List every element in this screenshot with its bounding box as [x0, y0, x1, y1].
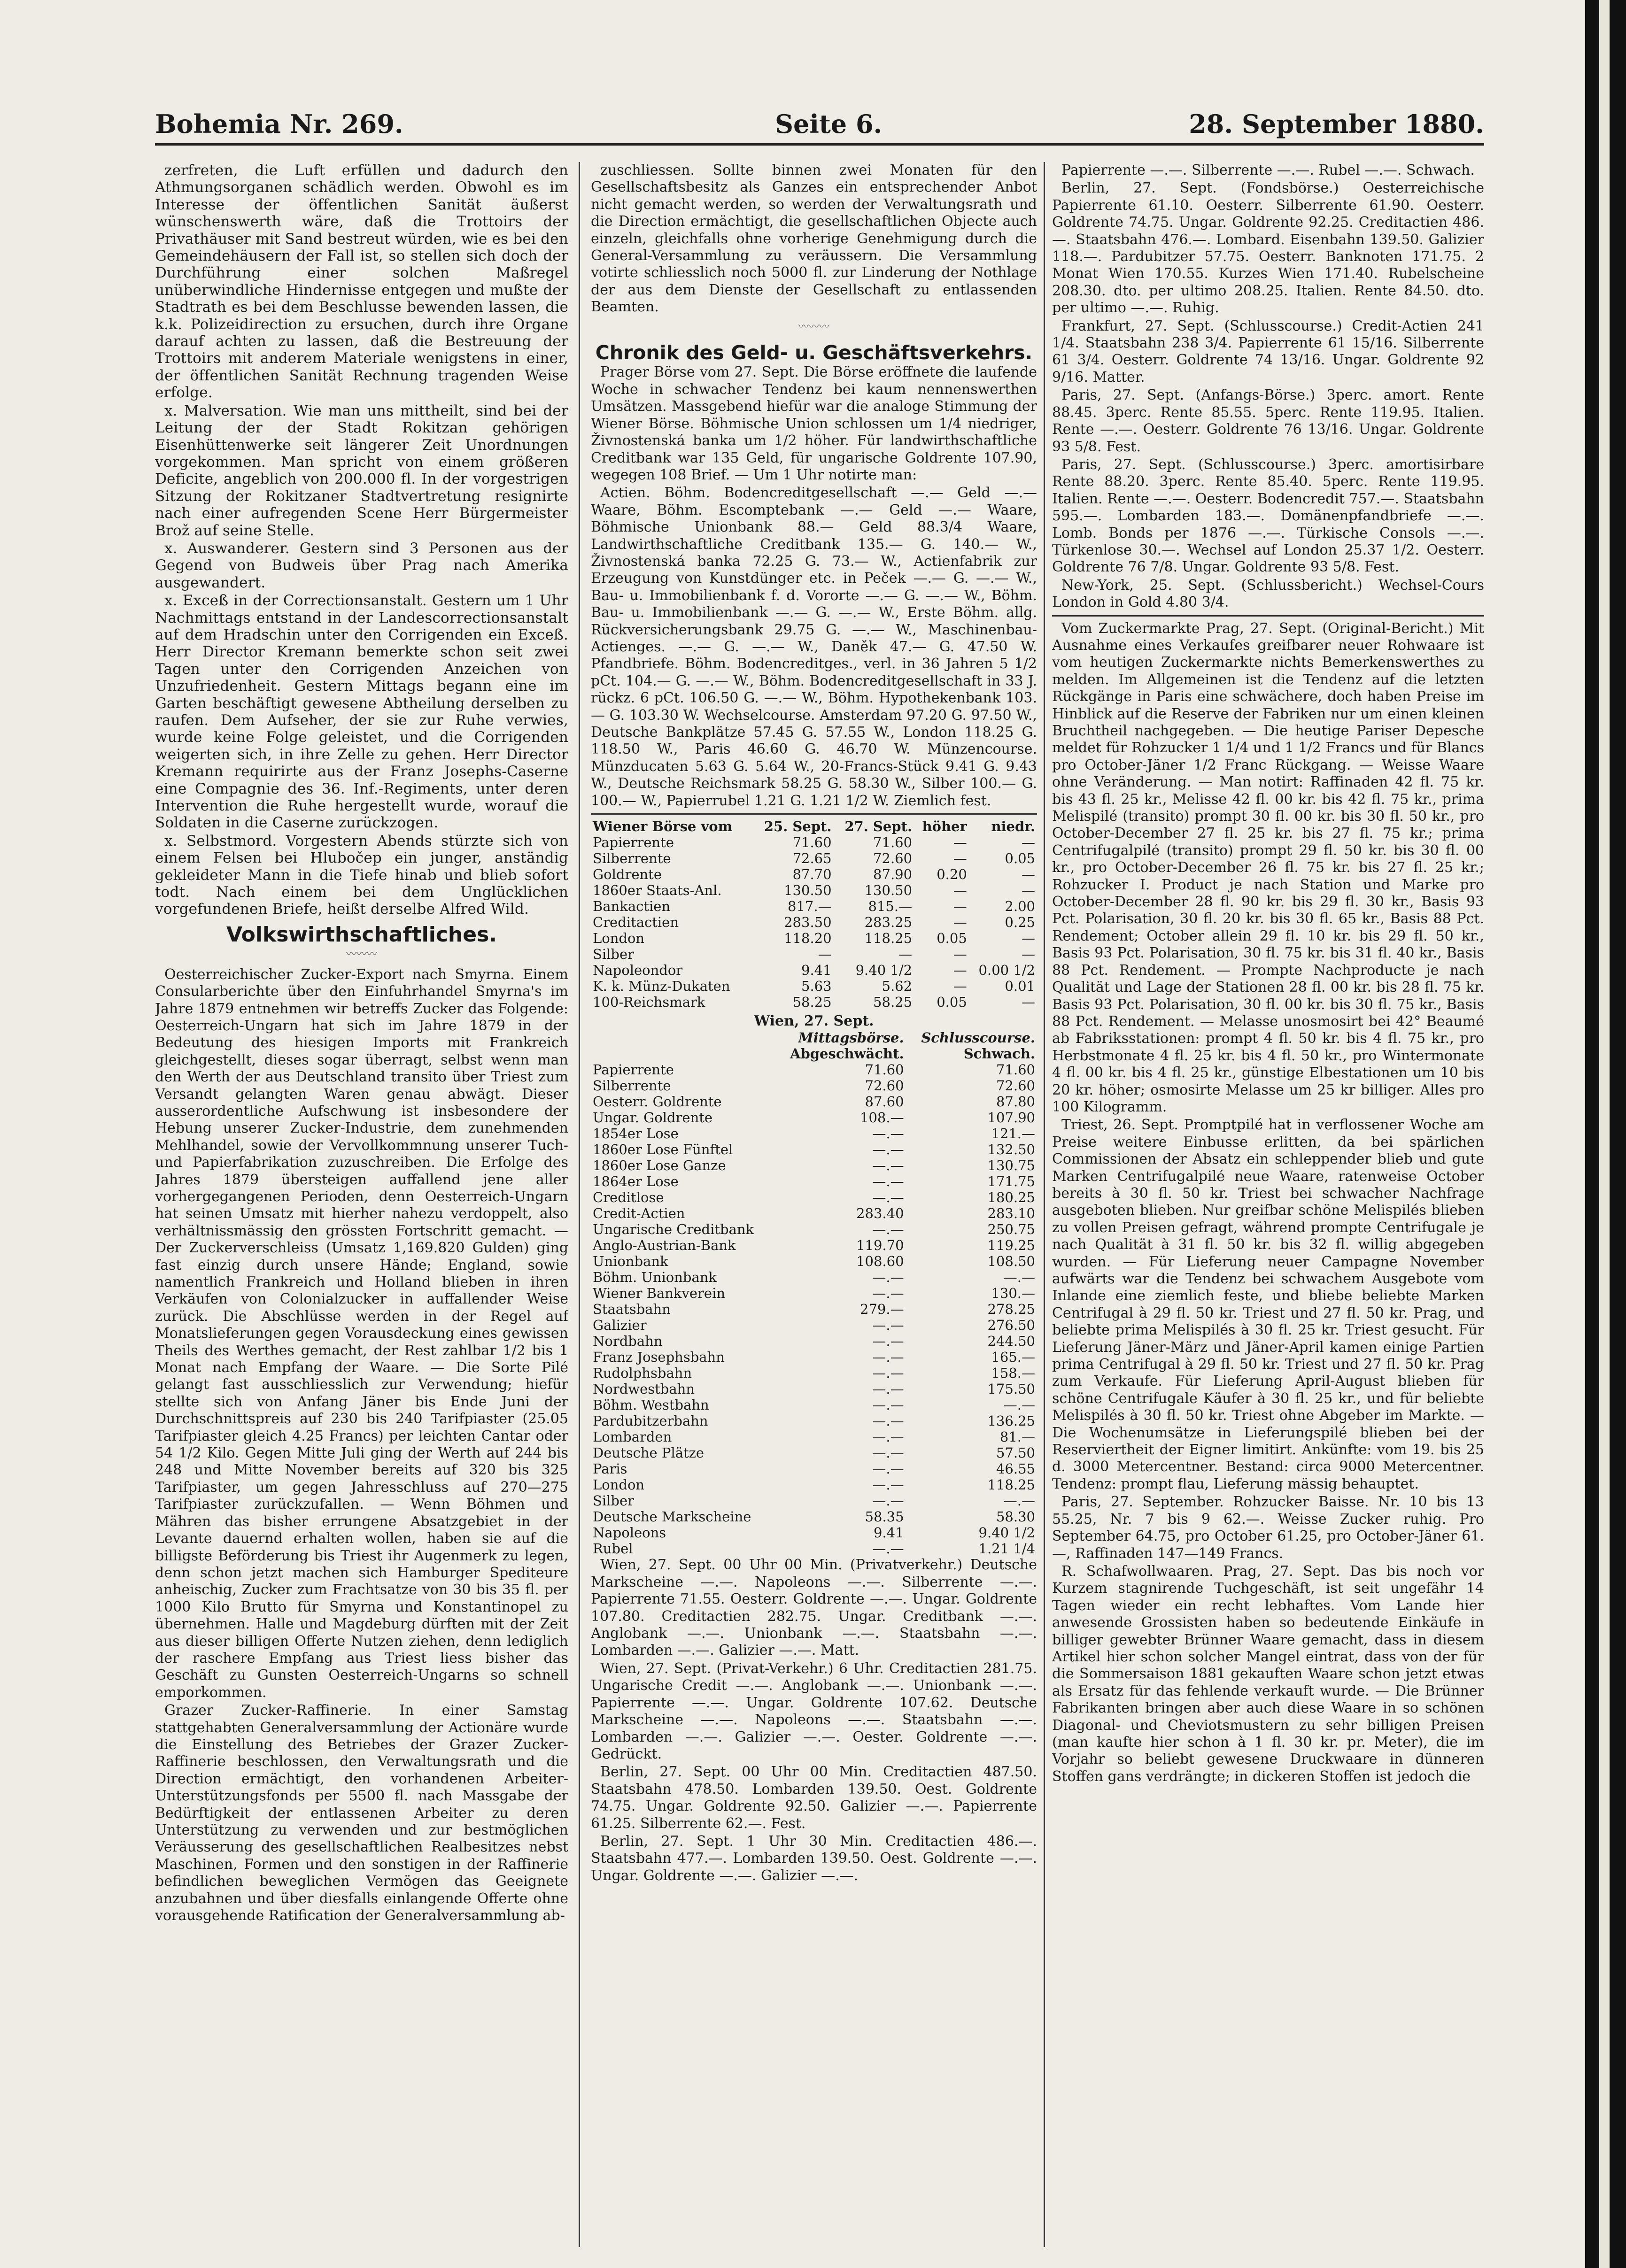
quote-value: 58.25 [792, 994, 832, 1011]
section-title-finance: Chronik des Geld- u. Geschäftsverkehrs. [595, 341, 1033, 364]
quote-value: 119.70 [856, 1237, 904, 1254]
quote-value: 9.41 [801, 962, 832, 979]
security-name: Silberrente [593, 1078, 671, 1094]
quote-value: —.— [872, 1349, 904, 1365]
security-name: London [593, 1477, 645, 1493]
quote-value: — [953, 962, 967, 979]
quote-value: 87.80 [996, 1094, 1035, 1110]
quote-value: 283.25 [864, 914, 913, 931]
column-divider [1044, 162, 1045, 2247]
column-divider [579, 162, 580, 2247]
table-subheader-row [591, 1030, 1037, 1046]
table-row [591, 882, 1037, 898]
table-subheader-row [591, 1046, 1037, 1062]
quote-value: — [818, 946, 832, 963]
quote-value: 283.10 [987, 1205, 1035, 1222]
quote-value: —.— [872, 1142, 904, 1158]
quote-value: 9.40 1/2 [978, 1525, 1035, 1541]
security-name: Goldrente [593, 866, 662, 883]
quote-value: 72.65 [792, 850, 832, 867]
quote-value: 72.60 [873, 850, 913, 867]
table-row [591, 1126, 1037, 1142]
table-row [591, 1349, 1037, 1365]
article-malversation: x. Malversation. Wie man uns mittheilt, sind bei der Leitung der der Stadt Rokitzan gehörigen Eisenhüttenwerke seit längerer Zeit Unordnungen vorgekommen. Man spricht von einem größeren Deficite, angeblich von 200.000 fl. In der vorgestrigen Sitzung der Rokitzaner Stadtvertretung resignirte nach einer aufregenden Scene Herr Bürgermeister Brož auf seine Stelle. [155, 402, 568, 539]
frankfurt-report: Frankfurt, 27. Sept. (Schlusscourse.) Credit-Actien 241 1/4. Staatsbahn 238 3/4. Papierrente 61 15/16. Silberrente 61 3/4. Oesterr. Goldrente 74 13/16. Ungar. Goldrente 92 9/16. Matter. [1052, 317, 1484, 386]
quote-value: —.— [872, 1477, 904, 1493]
table-row [591, 1173, 1037, 1189]
security-name: Nordbahn [593, 1333, 663, 1350]
quote-value: — [898, 946, 913, 963]
security-name: Anglo-Austrian-Bank [593, 1237, 736, 1254]
table-row [591, 1525, 1037, 1541]
quote-value: —.— [872, 1365, 904, 1381]
table-row [591, 978, 1037, 994]
quote-value: 118.20 [784, 930, 832, 947]
security-name: London [593, 930, 645, 947]
quote-value: 130.— [991, 1285, 1035, 1302]
quote-value: 57.50 [996, 1445, 1035, 1461]
sugar-market-report: Vom Zuckermarkte Prag, 27. Sept. (Original-Bericht.) Mit Ausnahme eines Verkaufes greifbarer neuer Rohwaare ist vom heutigen Zuckermarkte nichts Bemerkenswerthes zu melden. Im Allgemeinen ist die Tendenz auf die letzten Rückgänge in Paris eine schwächere, doch haben Preise im Hinblick auf die Reserve der Fabriken nur um einen kleinen Bruchtheil nachgegeben. — Die heutige Pariser Depesche meldet für Rohzucker 1 1/4 und 1 1/2 Francs und für Blancs pro October-Jäner 1/2 Franc Rückgang. — Weisse Waare ohne Veränderung. — Man notirt: Raffinaden 42 fl. 75 kr. bis 43 fl. 25 kr., Melisse 42 fl. 00 kr. bis 42 fl. 75 kr., prima Melispilé (transito) prompt 30 fl. 00 kr. bis 30 fl. 50 kr., pro October-December 27 fl. 25 kr. bis 27 fl. 75 kr.; prima Centrifugalpilé (transito) prompt 29 fl. 50 kr. bis 30 fl. 00 kr., pro October-December 26 fl. 75 kr. bis 27 fl. 25 kr.; Rohzucker I. Product je nach Station und Marke pro October-December 28 fl. 90 kr. bis 29 fl. 30 kr., Basis 93 Pct. Polarisation, 30 fl. 20 kr. bis 30 fl. 65 kr., Basis 88 Pct. Rendement; October allein 29 fl. 10 kr. bis 29 fl. 50 kr., Basis 93 Pct. Polarisation, 30 fl. 75 kr. bis 31 fl. 40 kr., Basis 88 Pct. Rendement. — Prompte Nachproducte je nach Qualität und Lage der Stationen 28 fl. 00 kr. bis 28 fl. 75 kr. Basis 93 Pct. Polarisation, 30 fl. 00 kr. bis 30 fl. 75 kr., Basis 88 Pct. Rendement. — Melasse unosmosirt bei 42° Beaumé ab Fabriksstationen: prompt 4 fl. 50 kr. bis 4 fl. 75 kr., pro Herbstmonate 4 fl. 25 kr. bis 4 fl. 50 kr., pro Wintermonate 4 fl. 00 kr. bis 4 fl. 25 kr., günstige Elbestationen um 10 bis 20 kr. höher; osmosirte Melasse um 25 kr billiger. Alles pro 100 Kilogramm. [1052, 620, 1484, 1115]
security-name: 1854er Lose [593, 1126, 679, 1142]
table-row [591, 898, 1037, 914]
table-row [591, 1142, 1037, 1157]
quote-value: —.— [872, 1221, 904, 1238]
quote-value: 130.75 [987, 1157, 1035, 1174]
quote-value: — [953, 882, 967, 899]
security-name: Bankactien [593, 898, 671, 915]
quote-value: —.— [872, 1126, 904, 1142]
quote-value: 46.55 [996, 1461, 1035, 1477]
quote-value: 158.— [991, 1365, 1035, 1381]
security-name: Papierrente [593, 834, 674, 851]
table-row [591, 1381, 1037, 1397]
quote-value: 283.40 [856, 1205, 904, 1222]
quote-value: — [1022, 994, 1035, 1011]
table-row [591, 1062, 1037, 1078]
quote-value: —.— [872, 1541, 904, 1557]
section-ornament: 〰〰〰 [346, 949, 377, 961]
vienna-table-title: Wien, 27. Sept. [754, 1013, 874, 1030]
new-york-report: New-York, 25. Sept. (Schlussbericht.) Wechsel-Cours London in Gold 4.80 3/4. [1052, 577, 1484, 611]
security-name: Franz Josephsbahn [593, 1349, 725, 1365]
vienna-exchange-table [591, 818, 1037, 1010]
quote-value: 136.25 [987, 1413, 1035, 1429]
quote-value: — [953, 978, 967, 995]
quote-value: —.— [1003, 1493, 1035, 1509]
table-row [591, 1317, 1037, 1333]
table-rule [591, 813, 1037, 815]
security-name: Napoleons [593, 1525, 666, 1541]
security-name: Silber [593, 946, 635, 963]
table-row [591, 946, 1037, 962]
quote-value: 244.50 [987, 1333, 1035, 1350]
quote-value: —.— [872, 1333, 904, 1350]
berlin-report: Berlin, 27. Sept. 00 Uhr 00 Min. Creditactien 487.50. Staatsbahn 478.50. Lombarden 139.50. Oest. Goldrente 74.75. Ungar. Goldrente 92.50. Galizier —.—. Papierrente 61.25. Silberrente 62.—. Fest. [591, 1764, 1037, 1832]
quote-value: 0.00 1/2 [978, 962, 1035, 979]
table-row [591, 1413, 1037, 1429]
quote-value: 9.41 [874, 1525, 904, 1541]
quote-value: —.— [872, 1189, 904, 1206]
quote-value: 58.25 [873, 994, 913, 1011]
table-row [591, 1541, 1037, 1557]
quote-value: —.— [872, 1397, 904, 1413]
security-name: Oesterr. Goldrente [593, 1094, 722, 1110]
table-header: Abgeschwächt. [790, 1046, 904, 1062]
security-name: Rudolphsbahn [593, 1365, 692, 1381]
prague-exchange-quotes: Actien. Böhm. Bodencreditgesellschaft —.— Geld —.— Waare, Böhm. Escomptebank —.— Geld —.— Waare, Böhmische Unionbank 88.— Geld 88.3/4 Waare, Landwirthschaftliche Creditbank 135.— G. 140.— W., Živnostenská banka 72.25 G. 73.— W., Actienfabrik zur Erzeugung von Kunstdünger etc. in Peček —.— G. —.— W., Bau- u. Immobilienbank f. d. Vororte —.— G. —.— W., Böhm. Bau- u. Immobilienbank —.— G. —.— W., Erste Böhm. allg. Rückversicherungsbank 29.75 G. —.— W., Maschinenbau-Actienges. —.— G. —.— W., Daněk 47.— G. 47.50 W. Pfandbriefe. Böhm. Bodencreditges., verl. in 36 Jahren 5 1/2 pCt. 104.— G. —.— W., Böhm. Bodencreditgesellschaft in 33 J. rückz. 6 pCt. 106.50 G. —.— W., Böhm. Hypothekenbank 103.— G. 103.30 W. Wechselcourse. Amsterdam 97.20 G. 97.50 W., Deutsche Bankplätze 57.45 G. 57.55 W., London 118.25 G. 118.50 W., Paris 46.60 G. 46.70 W. Münzencourse. Münzducaten 5.63 G. 5.64 W., 20-Francs-Stück 9.41 G. 9.43 W., Deutsche Reichsmark 58.25 G. 58.30 W., Silber 100.— G. 100.— W., Papierrubel 1.21 G. 1.21 1/2 W. Ziemlich fest. [591, 485, 1037, 809]
quote-value: 171.75 [987, 1173, 1035, 1190]
quote-value: 130.50 [864, 882, 913, 899]
table-row [591, 1365, 1037, 1381]
article-excess-correction: x. Exceß in der Correctionsanstalt. Gestern um 1 Uhr Nachmittags entstand in der Landescorrectionsanstalt auf dem Hradschin unter den Corrigenden ein Exceß. Herr Director Kremann bemerkte schon seit zwei Tagen unter den Corrigenden Anzeichen von Unzufriedenheit. Gestern Mittags begann eine im Garten beschäftigt gewesene Abtheilung derselben zu raufen. Dem Aufseher, der sie zur Ruhe verwies, wurde keine Folge geleistet, und die Corrigenden weigerten sich, in ihre Zelle zu gehen. Herr Director Kremann requirirte aus der Franz Josephs-Caserne eine Compagnie des 36. Inf.-Regiments, unter deren Intervention die Ruhe hergestellt wurde, worauf die Soldaten in die Caserne zurückzogen. [155, 592, 568, 832]
table-row [591, 1237, 1037, 1253]
article-selbstmord: x. Selbstmord. Vorgestern Abends stürzte sich von einem Felsen bei Hlubočep ein junger, anständig gekleideter Mann in die Tiefe hinab und blieb sofort todt. Nach einem bei dem Unglücklichen vorgefundenen Briefe, heißt derselbe Alfred Wild. [155, 832, 568, 918]
article-graz-refinery: Grazer Zucker-Raffinerie. In einer Samstag stattgehabten Generalversammlung der Actionäre wurde die Einstellung des Betriebes der Grazer Zucker-Raffinerie beschlossen, den Verwaltungsrath und die Direction ermächtigt, den vorhandenen Arbeiter-Unterstützungsfonds per 5500 fl. nach Massgabe der Bedürftigkeit der entlassenen Arbeiter zu deren Unterstützung zu verwenden und zur bestmöglichen Veräusserung des gesellschaftlichen Realbesitzes nebst Maschinen, Formen und den sonstigen in der Raffinerie befindlichen beweglichen Vermögen das Geeignete anzubahnen und über diesfalls einlangende Offerte ohne vorausgehende Ratification der Generalversammlung ab- [155, 1702, 568, 1924]
table-row [591, 1189, 1037, 1205]
table-row [591, 1110, 1037, 1126]
quote-value: 0.05 [1005, 850, 1035, 867]
table-row [591, 1477, 1037, 1493]
quote-value: 118.25 [987, 1477, 1035, 1493]
article-auswanderer: x. Auswanderer. Gestern sind 3 Personen aus der Gegend von Budweis über Prag nach Amerika ausgewandert. [155, 540, 568, 591]
table-row [591, 914, 1037, 930]
security-name: 1860er Staats-Anl. [593, 882, 722, 899]
berlin-report-afternoon: Berlin, 27. Sept. 1 Uhr 30 Min. Creditactien 486.—. Staatsbahn 477.—. Lombarden 139.50. Oest. Goldrente —.—. Ungar. Goldrente —.—. Galizier —.—. [591, 1833, 1037, 1884]
paris-opening-report: Paris, 27. Sept. (Anfangs-Börse.) 3perc. amort. Rente 88.45. 3perc. Rente 85.55. 5perc. Rente 119.95. Italien. Rente —.—. Oesterr. Goldrente 76 13/16. Ungar. Goldrente 93 5/8. Fest. [1052, 387, 1484, 455]
table-row [591, 1333, 1037, 1349]
quote-value: 9.40 1/2 [855, 962, 913, 979]
table-row [591, 1461, 1037, 1477]
quote-value: 71.60 [792, 834, 832, 851]
table-row [591, 1253, 1037, 1269]
table-row [591, 994, 1037, 1010]
table-header: Schlusscourse. [921, 1030, 1035, 1046]
table-row [591, 850, 1037, 866]
article-sugar-export-smyrna: Oesterreichischer Zucker-Export nach Smyrna. Einem Consularberichte über den Einfuhrhandel Smyrna's im Jahre 1879 entnehmen wir betreffs Zucker das Folgende: Oesterreich-Ungarn hat sich im Jahre 1879 in der Bedeutung des hiesigen Imports mit Frankreich gleichgestellt, dieses sogar überragt, selbst wenn man den Werth der aus Deutschland transito über Triest zum Versandt gelangten Waren genau abwägt. Dieser ausserordentliche Aufschwung ist insbesondere der Hebung unserer Zucker-Industrie, dem zunehmenden Mehlhandel, sowie der Vervollkommnung unserer Tuch- und Papierfabrikation zuzuschreiben. Die Erfolge des Jahres 1879 übersteigen auffallend jene aller vorhergegangenen Perioden, denn Oesterreich-Ungarn hat seinen Umsatz mit hierher nahezu verdoppelt, also verhältnissmässig den grössten Fortschritt gemacht. — Der Zuckerverschleiss (Umsatz 1,169.820 Gulden) ging fast einzig durch unsere Hände; England, sowie namentlich Frankreich und Holland blieben in ihren Verkäufen von Colonialzucker in auffallender Weise zurück. Die Abschlüsse werden in der Regel auf Monatslieferungen gegen Vorausdeckung eines gewissen Theils des Werthes gemacht, der Rest zahlbar 1/2 bis 1 Monat nach Empfang der Waare. — Die Sorte Pilé gelangt fast ausschliesslich zur Verwendung; hiefür stellte sich von Anfang Jäner bis Ende Juni der Durchschnittspreis auf 230 bis 240 Tarifpiaster (25.05 Tarifpiaster gleich 4.25 Francs) per leichten Cantar oder 54 1/2 Kilo. Gegen Mitte Juli ging der Werth auf 244 bis 248 und Mitte November bereits auf 320 bis 325 Tarifpiaster, um gegen Jahresschluss auf 270—275 Tarifpiaster zurückzufallen. — Wenn Böhmen und Mähren das bisher errungene Absatzgebiet in der Levante dauernd erhalten wollen, haben sie auf die billigste Beförderung bis Triest ihr Augenmerk zu legen, denn schon jetzt machen sich Hamburger Spediteure anheischig, Zucker zum Frachtsatze von 30 bis 35 fl. per 1000 Kilo Brutto für Smyrna und Konstantinopel zu übernehmen. Halle und Magdeburg dürften mit der Zeit aus dieser billigen Offerte Nutzen ziehen, denn lediglich der raschere Empfang aus Triest liess bisher das Geschäft zu Gunsten Oesterreich-Ungarns so schnell emporkommen. [155, 966, 568, 1701]
security-name: Lombarden [593, 1429, 672, 1445]
quote-value: 81.— [999, 1429, 1035, 1445]
quote-value: 71.60 [865, 1062, 904, 1078]
table-row [591, 1269, 1037, 1285]
quote-value: 87.90 [873, 866, 913, 883]
quote-value: 118.25 [864, 930, 913, 947]
table-header: Wiener Börse vom [593, 818, 733, 835]
quote-value: 1.21 1/4 [978, 1541, 1035, 1557]
table-row [591, 930, 1037, 946]
security-name: Papierrente [593, 1062, 674, 1078]
wool-goods-report: R. Schafwollwaaren. Prag, 27. Sept. Das bis noch vor Kurzem stagnirende Tuchgeschäft, ist seit ungefähr 14 Tagen wieder ein recht lebhaftes. Vom Lande hier anwesende Grossisten haben so bedeutende Einkäufe in billiger gewebter Brünner Waare gemacht, dass in diesem Artikel hier schon solcher Mangel eintrat, dass von der für die Sommersaison 1881 gekauften Waare schon jetzt etwas als Ersatz für das fehlende verkauft wurde. — Die Brünner Fabrikanten bringen aber auch diese Waare in so schönen Diagonal- und Cheviotsmustern zu sehr billigen Preisen (man kaufte hier schon à 1 fl. 30 kr. pr. Meter), die im Vorjahr so beliebt gewesene Druckwaare in dünneren Stoffen gans verdrängte; in dickeren Stoffen ist jedoch die [1052, 1563, 1484, 1785]
security-name: Galizier [593, 1317, 647, 1334]
page-header [155, 109, 1484, 146]
quote-value: 0.25 [1005, 914, 1035, 931]
quote-value: 0.01 [1005, 978, 1035, 995]
quote-value: — [1022, 946, 1035, 963]
table-row [591, 1429, 1037, 1445]
security-name: Napoleondor [593, 962, 683, 979]
security-name: Creditactien [593, 914, 679, 931]
quote-value: 0.20 [937, 866, 967, 883]
section-rule [1052, 615, 1484, 617]
header-rule [155, 143, 1484, 146]
table-row [591, 1205, 1037, 1221]
trieste-sugar-report: Triest, 26. Sept. Promptpilé hat in verflossener Woche am Preise weitere Einbusse erlitten, da bei spärlichen Commissionen der Absatz ein schleppender blieb und gute Marken Centrifugalpilé neue Waare, ratenweise October bereits à 30 fl. 50 kr. Triest bei schwacher Nachfrage ausgeboten blieben. Nur greifbar schöne Melispilés blieben zu vollen Preisen gefragt, während prompte Centrifugale je nach Qualität à 31 fl. 50 kr. bis 32 fl. willig abgegeben wurden. — Für Lieferung neuer Campagne November aufwärts war die Tendenz bei schwachem Ausgebote vom Inlande eine ziemlich feste, und bliebe beliebte Marken Centrifugal à 29 fl. 50 kr. Triest und 27 fl. 50 kr. Prag, und beliebte prima Melispilés à 30 fl. 25 kr. Triest gesucht. Für Lieferung Jäner-März und Jäner-April kamen einige Partien prima Centrifugal à 29 fl. 50 kr. Triest und 27 fl. 50 kr. Prag zum Verkaufe. Für Lieferung April-August blieben für schöne Centrifugale Käufer à 30 fl. 25 kr., und für beliebte Melispilés à 30 fl. 50 kr. Triest ohne Abgeber im Markte. — Die Wochenumsätze in Lieferungspilé blieben bei der Reserviertheit der Eigner limitirt. Ankünfte: vom 19. bis 25 d. 3000 Metercentner. Bestand: circa 9000 Metercentner. Tendenz: prompt flau, Lieferung mässig behauptet. [1052, 1117, 1484, 1492]
column-3 [1052, 162, 1484, 2247]
quote-value: —.— [872, 1461, 904, 1477]
quote-value: 58.35 [865, 1509, 904, 1525]
table-header: Schwach. [963, 1046, 1035, 1062]
table-header-row [591, 818, 1037, 834]
security-name: 1860er Lose Ganze [593, 1157, 726, 1174]
quote-value: —.— [872, 1285, 904, 1302]
security-name: Ungar. Goldrente [593, 1110, 713, 1126]
quote-value: —.— [1003, 1397, 1035, 1413]
quote-value: —.— [872, 1157, 904, 1174]
quote-value: 276.50 [987, 1317, 1035, 1334]
quote-value: 250.75 [987, 1221, 1035, 1238]
table-row [591, 1509, 1037, 1525]
quote-value: 87.70 [792, 866, 832, 883]
column-2 [591, 162, 1037, 2247]
table-header: 25. Sept. [764, 818, 832, 835]
paris-closing-report: Paris, 27. Sept. (Schlusscourse.) 3perc. amortisirbare Rente 88.20. 3perc. Rente 85.40. 5perc. Rente 119.95. Italien. Rente —.—. Oesterr. Bodencredit 757.—. Staatsbahn 595.—. Lombarden 183.—. Domänenpfandbriefe —.—. Lomb. Bonds per 1876 —.—. Türkische Consols —.—. Türkenlose 30.—. Wechsel auf London 25.37 1/2. Oesterr. Goldrente 76 7/8. Ungar. Goldrente 93 5/8. Fest. [1052, 456, 1484, 576]
quote-value: — [953, 850, 967, 867]
quote-value: —.— [872, 1493, 904, 1509]
table-row [591, 866, 1037, 882]
quote-value: —.— [872, 1173, 904, 1190]
berlin-fondsboerse: Berlin, 27. Sept. (Fondsbörse.) Oesterreichische Papierrente 61.10. Oesterr. Silberrente 61.90. Oesterr. Goldrente 74.75. Ungar. Goldrente 92.25. Creditactien 486.—. Staatsbahn 476.—. Lombard. Eisenbahn 139.50. Galizier 118.—. Pardubitzer 57.75. Oesterr. Banknoten 171.75. 2 Monat Wien 170.55. Kurzes Wien 171.40. Rubelscheine 208.30. dto. per ultimo 208.25. Italien. Rente 84.50. dto. per ultimo —.—. Ruhig. [1052, 180, 1484, 316]
security-name: Deutsche Plätze [593, 1445, 705, 1461]
article-sanitation-text: zerfreten, die Luft erfüllen und dadurch den Athmungsorganen schädlich werden. Obwohl es im Interesse der öffentlichen Sanität äußerst wünschenswerth wäre, daß die Trottoirs der Privathäuser mit Sand bestreut würden, wie es bei den Gemeindehäusern der Fall ist, so stellen sich doch der Durchführung einer solchen Maßregel unüberwindliche Hindernisse entgegen und mußte der Stadtrath es bei dem Beschlusse bewenden lassen, die k.k. Polizeidirection zu ersuchen, durch ihre Organe darauf achten zu lassen, daß die Bestreuung der Trottoirs mit anderem Materiale wenigstens in einer, der öffentlichen Sanität Rechnung tragenden Weise erfolge. [155, 162, 568, 401]
security-name: K. k. Münz-Dukaten [593, 978, 730, 995]
vienna-midday-table [591, 1030, 1037, 1557]
quote-value: 180.25 [987, 1189, 1035, 1206]
quote-value: 2.00 [1005, 898, 1035, 915]
section-ornament: 〰〰〰 [798, 321, 829, 333]
security-name: Nordwestbahn [593, 1381, 695, 1397]
security-name: Böhm. Unionbank [593, 1269, 717, 1286]
quote-value: 119.25 [987, 1237, 1035, 1254]
adjacent-page-strip [1599, 0, 1610, 2268]
table-row [591, 1397, 1037, 1413]
issue-date: 28. September 1880. [1189, 109, 1484, 139]
quote-value: —.— [872, 1317, 904, 1334]
page-number: Seite 6. [775, 109, 883, 139]
quote-value: —.— [872, 1269, 904, 1286]
vienna-exchange-rows [591, 834, 1037, 1010]
quote-value: 121.— [991, 1126, 1035, 1142]
security-name: Ungarische Creditbank [593, 1221, 754, 1238]
quote-value: — [953, 946, 967, 963]
quote-value: —.— [872, 1429, 904, 1445]
table-row [591, 1157, 1037, 1173]
table-row [591, 1221, 1037, 1237]
security-name: Pardubitzerbahn [593, 1413, 708, 1429]
quote-value: 130.50 [784, 882, 832, 899]
security-name: Rubel [593, 1541, 633, 1557]
table-row [591, 962, 1037, 978]
security-name: Credit-Actien [593, 1205, 685, 1222]
quote-value: 175.50 [987, 1381, 1035, 1397]
quote-value: 72.60 [996, 1078, 1035, 1094]
quote-value: 108.50 [987, 1253, 1035, 1270]
table-header: 27. Sept. [844, 818, 913, 835]
security-name: 100-Reichsmark [593, 994, 705, 1011]
quote-value: —.— [872, 1381, 904, 1397]
security-name: Silberrente [593, 850, 671, 867]
quote-value: — [1022, 866, 1035, 883]
quote-value: — [953, 914, 967, 931]
table-header: höher [922, 818, 967, 835]
section-title-economy: Volkswirthschaftliches. [226, 922, 497, 947]
vienna-private-evening: Wien, 27. Sept. (Privat-Verkehr.) 6 Uhr. Creditactien 281.75. Ungarische Credit —.—. Anglobank —.—. Unionbank —.—. Papierrente —.—. Ungar. Goldrente 107.62. Deutsche Markscheine —.—. Napoleons —.—. Staatsbahn —.—. Lombarden —.—. Galizier —.—. Oester. Goldrente —.—. Gedrückt. [591, 1660, 1037, 1762]
table-header: niedr. [991, 818, 1035, 835]
quote-value: 71.60 [873, 834, 913, 851]
quote-value: 5.63 [801, 978, 832, 995]
paris-sugar-report: Paris, 27. September. Rohzucker Baisse. Nr. 10 bis 13 55.25, Nr. 7 bis 9 62.—. Weisse Zucker ruhig. Pro September 64.75, pro October 61.25, pro October-Jäner 61.—, Raffinaden 147—149 Francs. [1052, 1494, 1484, 1562]
quote-value: 5.62 [882, 978, 913, 995]
security-name: Silber [593, 1493, 635, 1509]
quote-value: 278.25 [987, 1301, 1035, 1318]
quote-value: 0.05 [937, 930, 967, 947]
quote-value: —.— [872, 1413, 904, 1429]
quote-value: — [1022, 834, 1035, 851]
security-name: Böhm. Westbahn [593, 1397, 709, 1413]
quote-value: 0.05 [937, 994, 967, 1011]
quote-value: — [953, 898, 967, 915]
security-name: Creditlose [593, 1189, 664, 1206]
security-name: Staatsbahn [593, 1301, 671, 1318]
column-1 [155, 162, 568, 2247]
table-row [591, 1493, 1037, 1509]
quote-value: — [1022, 930, 1035, 947]
quote-value: 71.60 [996, 1062, 1035, 1078]
quote-value: 815.— [868, 898, 913, 915]
prague-exchange-report: Prager Börse vom 27. Sept. Die Börse eröffnete die laufende Woche in schwacher Tendenz bei kaum nennenswerthen Umsätzen. Massgebend hiefür war die analoge Stimmung der Wiener Börse. Böhmische Union schlossen um 1/4 niedriger, Živnostenská banka um 1/2 höher. Für landwirthschaftliche Creditbank war 135 Geld, für ungarische Goldrente 107.90, wegegen 108 Brief. — Um 1 Uhr notirte man: [591, 364, 1037, 483]
quote-value: 817.— [788, 898, 832, 915]
quote-value: 283.50 [784, 914, 832, 931]
article-graz-refinery-cont: zuschliessen. Sollte binnen zwei Monaten für den Gesellschaftsbesitz als Ganzes ein entsprechender Anbot nicht gemacht werden, so werden der Verwaltungsrath und die Direction ermächtigt, die gesellschaftlichen Objecte auch einzeln, gleichfalls ohne vorherige Genehmigung durch die General-Versammlung zu veräussern. Die Versammlung votirte schliesslich noch 5000 fl. zur Linderung der Nothlage der aus dem Dienste der Gesellschaft zu entlassenden Beamten. [591, 162, 1037, 316]
quote-value: 108.— [860, 1110, 904, 1126]
security-name: 1860er Lose Fünftel [593, 1142, 733, 1158]
quote-value: 165.— [991, 1349, 1035, 1365]
security-name: Deutsche Markscheine [593, 1509, 751, 1525]
security-name: 1864er Lose [593, 1173, 679, 1190]
quote-value: —.— [1003, 1269, 1035, 1286]
table-row [591, 1445, 1037, 1461]
quote-value: 132.50 [987, 1142, 1035, 1158]
quote-value: 58.30 [996, 1509, 1035, 1525]
table-row [591, 1078, 1037, 1094]
quote-value: 108.60 [856, 1253, 904, 1270]
vienna-midday-rows [591, 1062, 1037, 1557]
security-name: Wiener Bankverein [593, 1285, 726, 1302]
quote-value: — [953, 834, 967, 851]
vienna-private-report: Wien, 27. Sept. 00 Uhr 00 Min. (Privatverkehr.) Deutsche Markscheine —.—. Napoleons —.—. Silberrente —.—. Papierrente 71.55. Oesterr. Goldrente —.—. Ungar. Goldrente 107.80. Creditactien 282.75. Ungar. Creditbank —.—. Anglobank —.—. Unionbank —.—. Staatsbahn —.—. Lombarden —.—. Galizier —.—. Matt. [591, 1557, 1037, 1659]
quote-value: — [1022, 882, 1035, 899]
quote-value: 72.60 [865, 1078, 904, 1094]
table-row [591, 834, 1037, 850]
issue-number: Bohemia Nr. 269. [155, 109, 403, 139]
quote-value: 87.60 [865, 1094, 904, 1110]
table-row [591, 1094, 1037, 1110]
berlin-report-cont: Papierrente —.—. Silberrente —.—. Rubel —.—. Schwach. [1061, 162, 1475, 178]
quote-value: 279.— [860, 1301, 904, 1318]
quote-value: —.— [872, 1445, 904, 1461]
table-row [591, 1285, 1037, 1301]
quote-value: 107.90 [987, 1110, 1035, 1126]
table-header: Mittagsbörse. [798, 1030, 904, 1046]
security-name: Unionbank [593, 1253, 668, 1270]
table-row [591, 1301, 1037, 1317]
security-name: Paris [593, 1461, 627, 1477]
